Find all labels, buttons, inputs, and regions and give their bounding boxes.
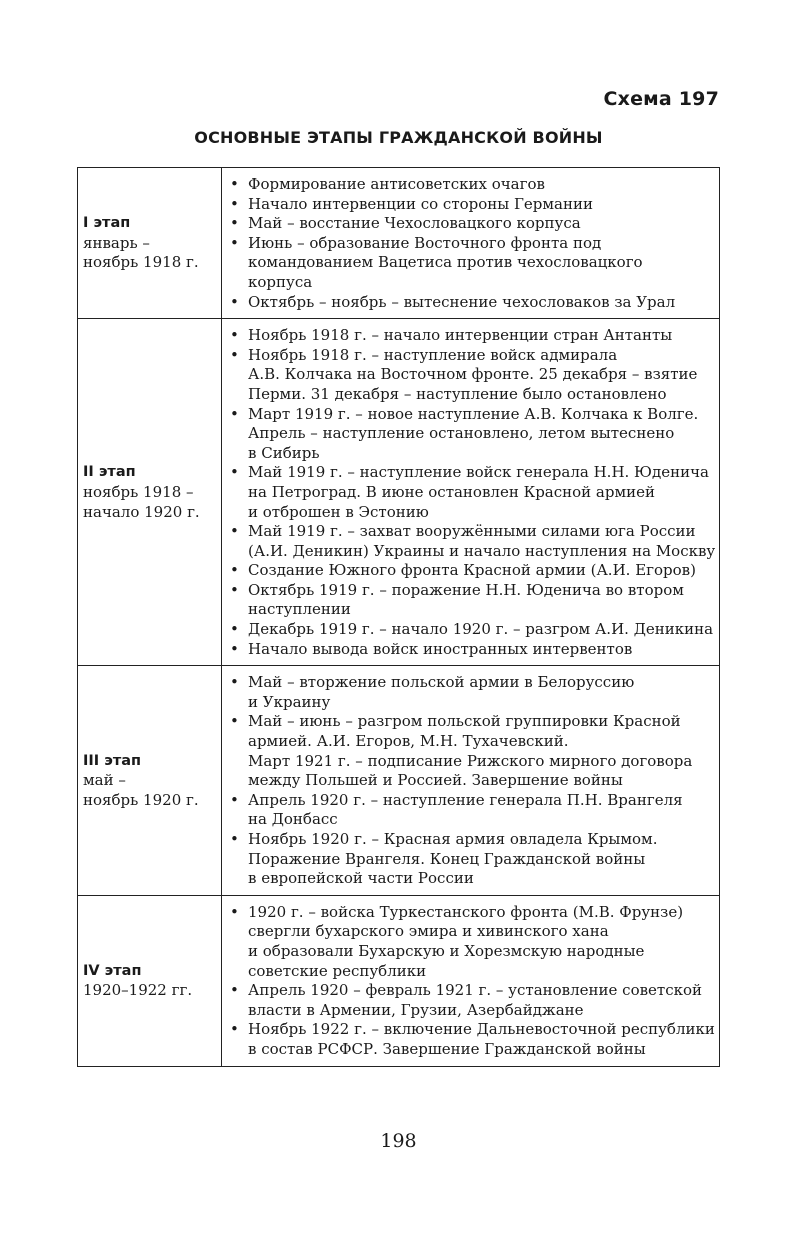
event-item [228, 405, 715, 464]
event-item [228, 234, 715, 293]
stage-cell [78, 895, 222, 1066]
event-text: • Ноябрь 1920 г. – Красная армия овладела Крымом. [248, 830, 658, 848]
stage-cell [78, 319, 222, 666]
stage-name: II этап [83, 464, 136, 481]
event-text: и Украину [248, 692, 331, 711]
event-item [228, 1020, 715, 1059]
event-text: • Ноябрь 1922 г. – включение Дальневосточной республики [248, 1020, 715, 1039]
event-text: свергли бухарского эмира и хивинского хана [248, 922, 609, 941]
stage-row [78, 895, 720, 1066]
stage-period: ноябрь 1918 г. [83, 253, 199, 272]
stage-period: ноябрь 1920 г. [83, 790, 199, 809]
event-text: • Начало интервенции со стороны Германии [248, 194, 593, 213]
event-item [228, 620, 715, 640]
event-text: Апрель – наступление остановлено, летом вытеснено [248, 424, 675, 443]
event-item [228, 346, 715, 405]
event-text: А.В. Колчака на Восточном фронте. 25 декабря – взятие [248, 365, 698, 384]
event-text: • Декабрь 1919 г. – начало 1920 г. – разгром А.И. Деникина [248, 620, 714, 639]
event-text: • Май 1919 г. – наступление войск генерала Н.Н. Юденича [248, 463, 709, 482]
event-text: • Май – июнь – разгром польской группировки Красной [248, 712, 681, 731]
event-text: • Октябрь 1919 г. – поражение Н.Н. Юденича во втором [248, 580, 684, 599]
stage-row [78, 666, 720, 896]
events-list [228, 673, 715, 889]
event-text: армией. А.И. Егоров, М.Н. Тухачевский. [248, 732, 569, 751]
event-text: • Формирование антисоветских очагов [248, 175, 545, 193]
stage-name: III этап [83, 752, 142, 769]
event-text: • Апрель 1920 г. – наступление генерала П.Н. Врангеля [248, 790, 683, 809]
event-text: Поражение Врангеля. Конец Гражданской войны [248, 849, 646, 868]
event-item [228, 981, 715, 1020]
events-list [228, 326, 715, 659]
events-cell [222, 666, 720, 896]
event-text: и образовали Бухарскую и Хорезмскую народные [248, 941, 645, 960]
event-text: • Май 1919 г. – захват вооружёнными силами юга России [248, 522, 696, 541]
event-item [228, 326, 715, 346]
event-item [228, 640, 715, 660]
stage-cell [78, 666, 222, 896]
event-text: на Донбасс [248, 810, 338, 829]
event-item [228, 561, 715, 581]
stage-period: май – [83, 771, 126, 790]
event-text: • Июнь – образование Восточного фронта под [248, 233, 602, 252]
stage-name: I этап [83, 215, 131, 232]
event-item [228, 214, 715, 234]
event-text: власти в Армении, Грузии, Азербайджане [248, 1000, 584, 1019]
events-list [228, 175, 715, 312]
event-item [228, 175, 715, 195]
event-text: в европейской части России [248, 869, 474, 888]
event-text: в состав РСФСР. Завершение Гражданской войны [248, 1039, 646, 1058]
event-text: командованием Вацетиса против чехословацкого [248, 253, 643, 272]
stage-name: IV этап [83, 962, 142, 979]
stage-period: ноябрь 1918 – [83, 482, 194, 501]
event-item [228, 673, 715, 712]
event-text: советские республики [248, 961, 427, 980]
event-text: между Польшей и Россией. Завершение войны [248, 771, 623, 790]
event-text: • 1920 г. – войска Туркестанского фронта (М.В. Фрунзе) [248, 902, 684, 921]
event-text: • Создание Южного фронта Красной армии (А.И. Егоров) [248, 561, 696, 580]
event-text: • Начало вывода войск иностранных интервентов [248, 639, 633, 658]
event-text: на Петроград. В июне остановлен Красной армией [248, 482, 656, 501]
event-text: • Ноябрь 1918 г. – наступление войск адмирала [248, 345, 618, 364]
event-item [228, 830, 715, 889]
stages-table [77, 167, 720, 1067]
event-item [228, 195, 715, 215]
event-text: Перми. 31 декабря – наступление было остановлено [248, 384, 667, 403]
event-text: • Апрель 1920 – февраль 1921 г. – установление советской [248, 981, 703, 1000]
stage-period: начало 1920 г. [83, 502, 200, 521]
events-cell [222, 168, 720, 319]
event-text: Март 1921 г. – подписание Рижского мирного договора [248, 751, 693, 770]
event-item [228, 522, 715, 561]
stage-row [78, 168, 720, 319]
event-text: в Сибирь [248, 443, 320, 462]
event-text: • Май – восстание Чехословацкого корпуса [248, 214, 581, 233]
event-item [228, 463, 715, 522]
scheme-label: Схема 197 [603, 88, 719, 110]
event-text: • Октябрь – ноябрь – вытеснение чехословаков за Урал [248, 292, 676, 311]
event-item [228, 712, 715, 790]
stage-row [78, 319, 720, 666]
event-text: • Март 1919 г. – новое наступление А.В. Колчака к Волге. [248, 404, 699, 423]
event-text: корпуса [248, 272, 313, 291]
events-cell [222, 895, 720, 1066]
event-item [228, 903, 715, 981]
event-item [228, 581, 715, 620]
page-title: ОСНОВНЫЕ ЭТАПЫ ГРАЖДАНСКОЙ ВОЙНЫ [194, 128, 603, 147]
events-list [228, 903, 715, 1060]
event-text: и отброшен в Эстонию [248, 502, 429, 521]
event-text: (А.И. Деникин) Украины и начало наступления на Москву [248, 541, 716, 560]
event-text: • Май – вторжение польской армии в Белоруссию [248, 673, 635, 692]
event-item [228, 791, 715, 830]
event-text: наступлении [248, 600, 351, 619]
stage-period: январь – [83, 233, 150, 252]
stage-cell [78, 168, 222, 319]
event-item [228, 293, 715, 313]
event-text: • Ноябрь 1918 г. – начало интервенции стран Антанты [248, 326, 673, 345]
page-number: 198 [380, 1130, 417, 1152]
events-cell [222, 319, 720, 666]
stage-period: 1920–1922 гг. [83, 981, 193, 1000]
